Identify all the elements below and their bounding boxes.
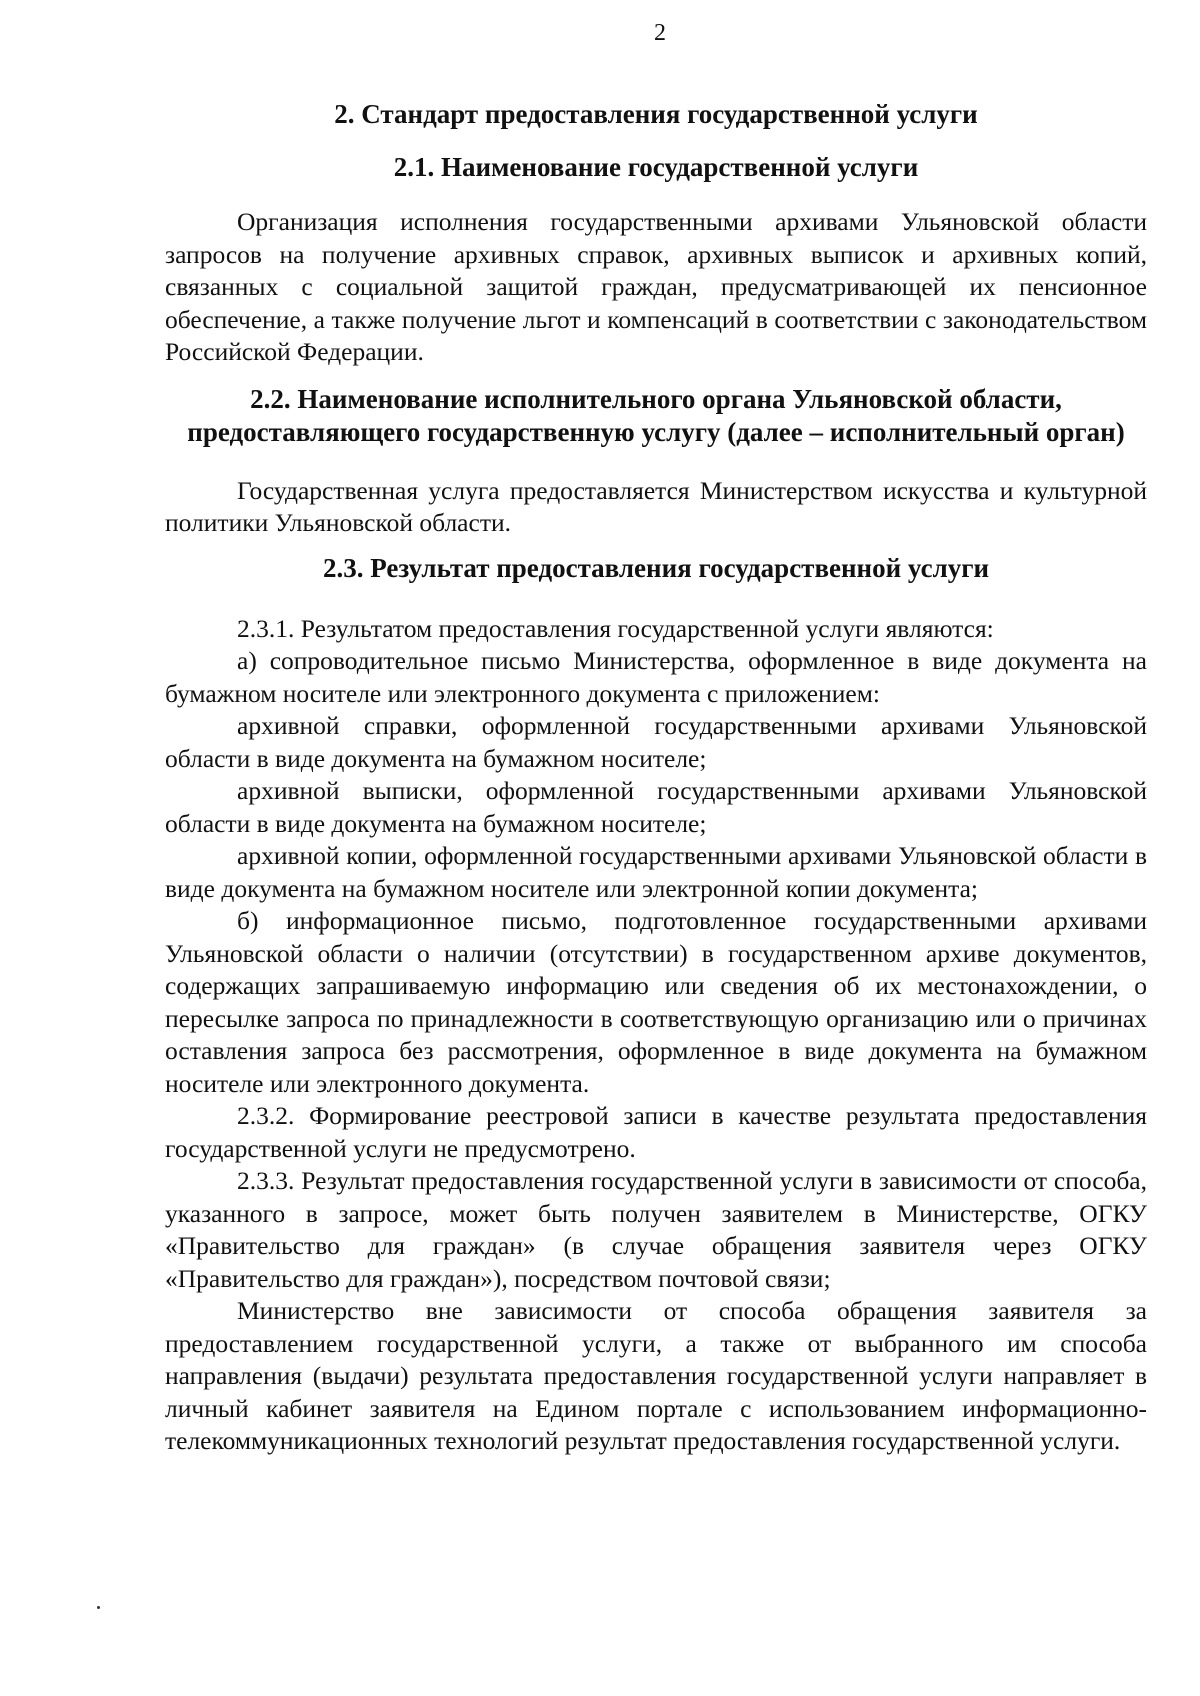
paragraph-2-3-1-a: а) сопроводительное письмо Министерства, оформленное в виде документа на бумажном носителе или электронного документа с приложением: (165, 646, 1147, 708)
paragraph-2-3-3: 2.3.3. Результат предоставления государственной услуги в зависимости от способа, указанного в запросе, может быть получен заявителем в Министерстве, ОГКУ «Правительство для граждан» (в случае обращения заявителя через ОГКУ «Правительство для граждан»), посредством почтовой связи; (165, 1166, 1147, 1293)
paragraph-2-1: Организация исполнения государственными архивами Ульяновской области запросов на получение архивных справок, архивных выписок и архивных копий, связанных с социальной защитой граждан, предусматривающей их пенсионное обеспечение, а также получение льгот и компенсаций в соответствии с законодательством Российской Федерации. (165, 207, 1147, 366)
paragraph-archive-copy: архивной копии, оформленной государственными архивами Ульяновской области в виде документа на бумажном носителе или электронной копии документа; (165, 841, 1147, 903)
section-heading-2-2: 2.2. Наименование исполнительного органа Ульяновской области, предоставляющего государственную услугу (далее – исполнительный орган) (187, 383, 1125, 447)
section-heading-2-1: 2.1. Наименование государственной услуги (393, 152, 919, 182)
paragraph-ministry-delivery: Министерство вне зависимости от способа обращения заявителя за предоставлением государственной услуги, а также от выбранного им способа направления (выдачи) результата предоставления государственной услуги направляет в личный кабинет заявителя на Едином портале с использованием информационно-телекоммуникационных технологий результат предоставления государственной услуги. (165, 1296, 1147, 1455)
paragraph-2-3-1-b: б) информационное письмо, подготовленное государственными архивами Ульяновской области о наличии (отсутствии) в государственном архиве документов, содержащих запрашиваемую информацию или сведения об их местонахождении, о пересылке запроса по принадлежности в соответствующую организацию или о причинах оставления запроса без рассмотрения, оформленное в виде документа на бумажном носителе или электронного документа. (165, 906, 1147, 1098)
page-number: 2 (654, 20, 666, 46)
paragraph-archive-certificate: архивной справки, оформленной государственными архивами Ульяновской области в виде документа на бумажном носителе; (165, 711, 1147, 773)
paragraph-2-2: Государственная услуга предоставляется Министерством искусства и культурной политики Ульяновской области. (165, 475, 1147, 537)
section-heading-2-3: 2.3. Результат предоставления государственной услуги (322, 552, 990, 583)
document-body (165, 98, 1147, 1458)
section-heading-main: 2. Стандарт предоставления государственной услуги (334, 99, 978, 129)
paragraph-archive-extract: архивной выписки, оформленной государственными архивами Ульяновской области в виде документа на бумажном носителе; (165, 776, 1147, 838)
scan-speck (97, 1606, 100, 1609)
paragraph-2-3-1: 2.3.1. Результатом предоставления государственной услуги являются: (237, 613, 994, 643)
paragraph-2-3-2: 2.3.2. Формирование реестровой записи в качестве результата предоставления государственной услуги не предусмотрено. (165, 1101, 1147, 1163)
